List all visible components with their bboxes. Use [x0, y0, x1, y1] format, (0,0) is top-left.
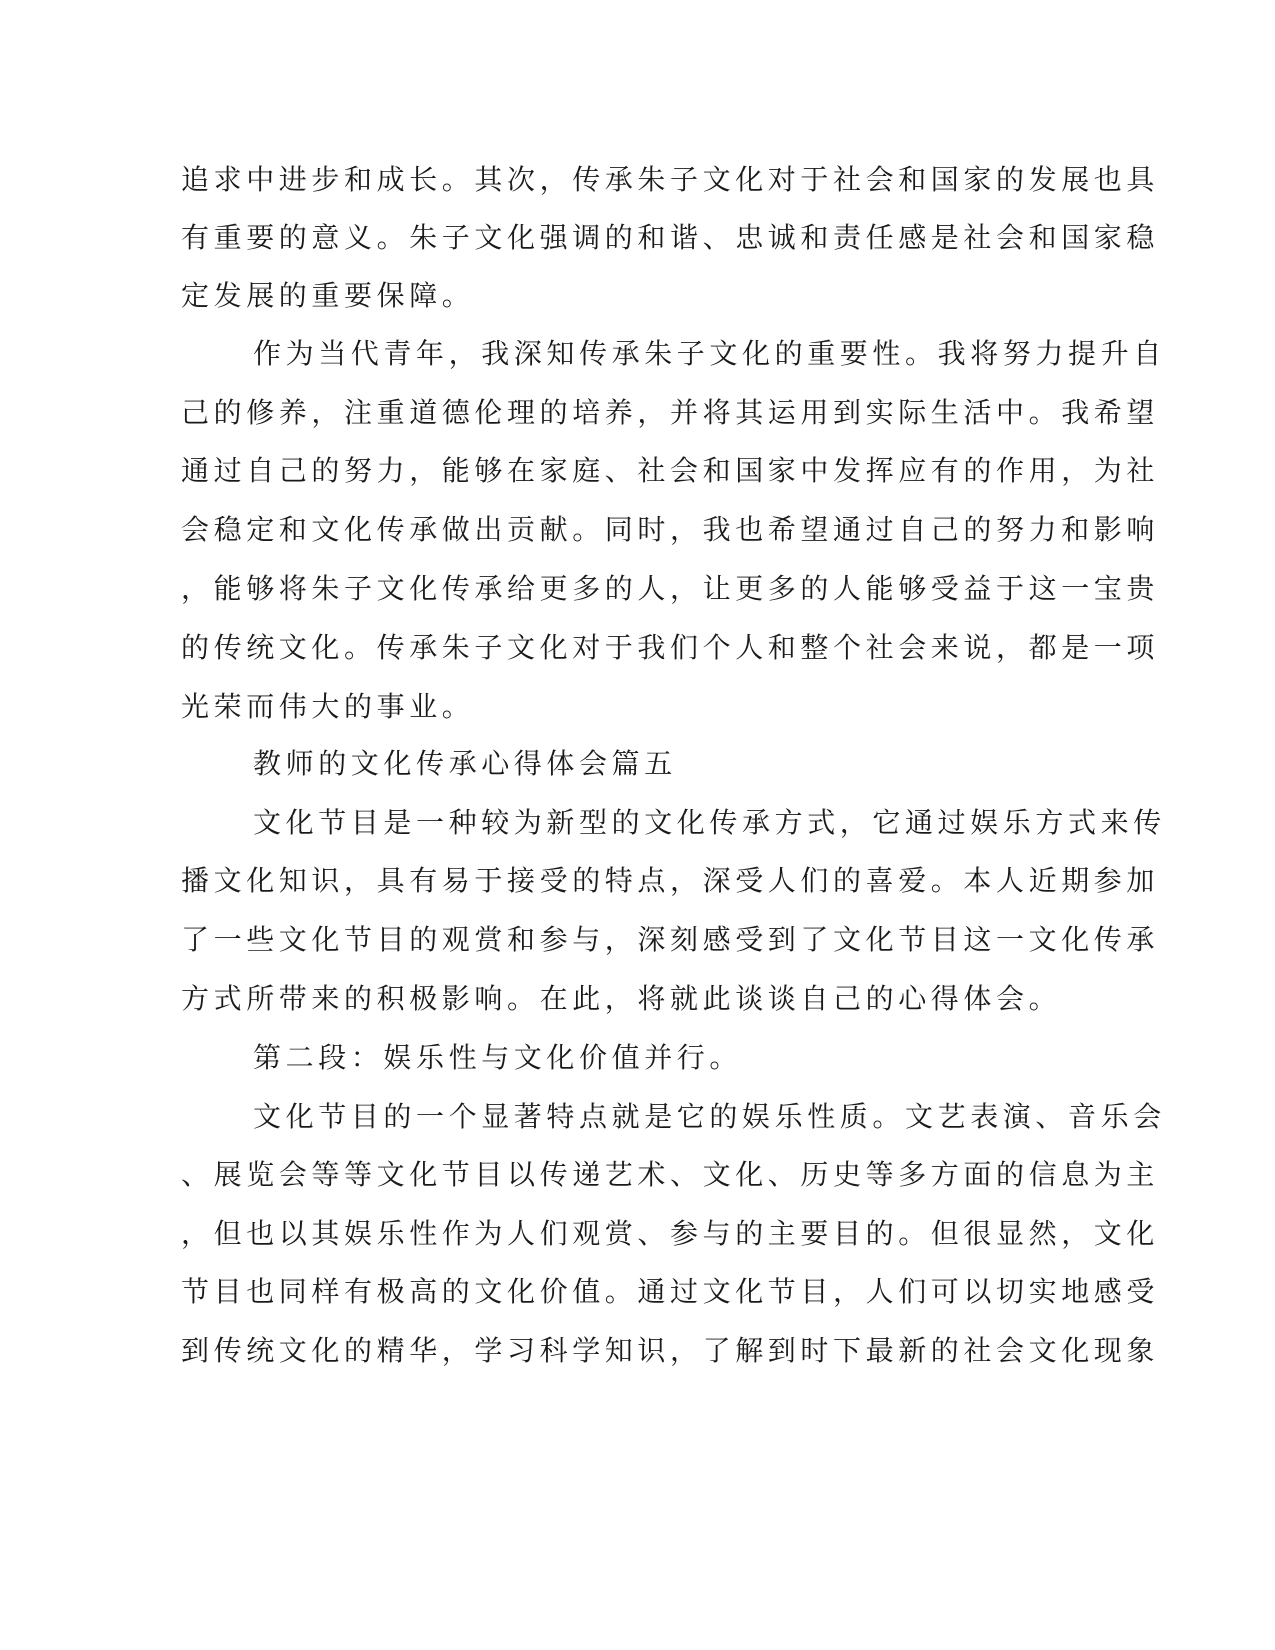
text-line: [0, 920, 1275, 960]
text-line: [0, 979, 1275, 1019]
text-line: [0, 861, 1275, 901]
text-line: [0, 1097, 1275, 1137]
section-heading: [0, 1038, 1275, 1078]
line-text: 会稳定和文化传承做出贡献。同时，我也希望通过自己的努力和影响: [181, 513, 1160, 546]
line-text: 通过自己的努力，能够在家庭、社会和国家中发挥应有的作用，为社: [181, 454, 1160, 487]
heading-text: 教师的文化传承心得体会篇五: [253, 747, 677, 780]
line-text: 文化节目的一个显著特点就是它的娱乐性质。文艺表演、音乐会: [253, 1100, 1166, 1133]
text-line: [0, 803, 1275, 843]
text-line: [0, 160, 1275, 200]
text-line: [0, 276, 1275, 316]
text-line: [0, 687, 1275, 727]
line-text: ，但也以其娱乐性作为人们观赏、参与的主要目的。但很显然，文化: [181, 1217, 1160, 1250]
text-line: [0, 334, 1275, 374]
text-line: [0, 628, 1275, 668]
text-line: [0, 1272, 1275, 1312]
line-text: 己的修养，注重道德伦理的培养，并将其运用到实际生活中。我希望: [181, 396, 1160, 429]
line-text: 作为当代青年，我深知传承朱子文化的重要性。我将努力提升自: [253, 337, 1166, 370]
line-text: 、展览会等等文化节目以传递艺术、文化、历史等多方面的信息为主: [181, 1158, 1160, 1191]
line-text: 定发展的重要保障。: [181, 279, 475, 312]
line-text: 文化节目是一种较为新型的文化传承方式，它通过娱乐方式来传: [253, 806, 1166, 839]
text-line: [0, 569, 1275, 609]
line-text: 方式所带来的积极影响。在此，将就此谈谈自己的心得体会。: [181, 982, 1062, 1015]
section-heading: [0, 744, 1275, 784]
line-text: 追求中进步和成长。其次，传承朱子文化对于社会和国家的发展也具: [181, 163, 1160, 196]
text-line: [0, 1214, 1275, 1254]
text-line: [0, 393, 1275, 433]
line-text: 的传统文化。传承朱子文化对于我们个人和整个社会来说，都是一项: [181, 631, 1160, 664]
line-text: 光荣而伟大的事业。: [181, 690, 475, 723]
text-line: [0, 1331, 1275, 1371]
text-line: [0, 218, 1275, 258]
text-line: [0, 510, 1275, 550]
line-text: 了一些文化节目的观赏和参与，深刻感受到了文化节目这一文化传承: [181, 923, 1160, 956]
text-line: [0, 451, 1275, 491]
text-line: [0, 1155, 1275, 1195]
line-text: 节目也同样有极高的文化价值。通过文化节目，人们可以切实地感受: [181, 1275, 1160, 1308]
heading-text: 第二段：娱乐性与文化价值并行。: [253, 1041, 743, 1074]
line-text: 播文化知识，具有易于接受的特点，深受人们的喜爱。本人近期参加: [181, 864, 1160, 897]
line-text: 有重要的意义。朱子文化强调的和谐、忠诚和责任感是社会和国家稳: [181, 221, 1160, 254]
line-text: 到传统文化的精华，学习科学知识，了解到时下最新的社会文化现象: [181, 1334, 1160, 1367]
line-text: ，能够将朱子文化传承给更多的人，让更多的人能够受益于这一宝贵: [181, 572, 1160, 605]
